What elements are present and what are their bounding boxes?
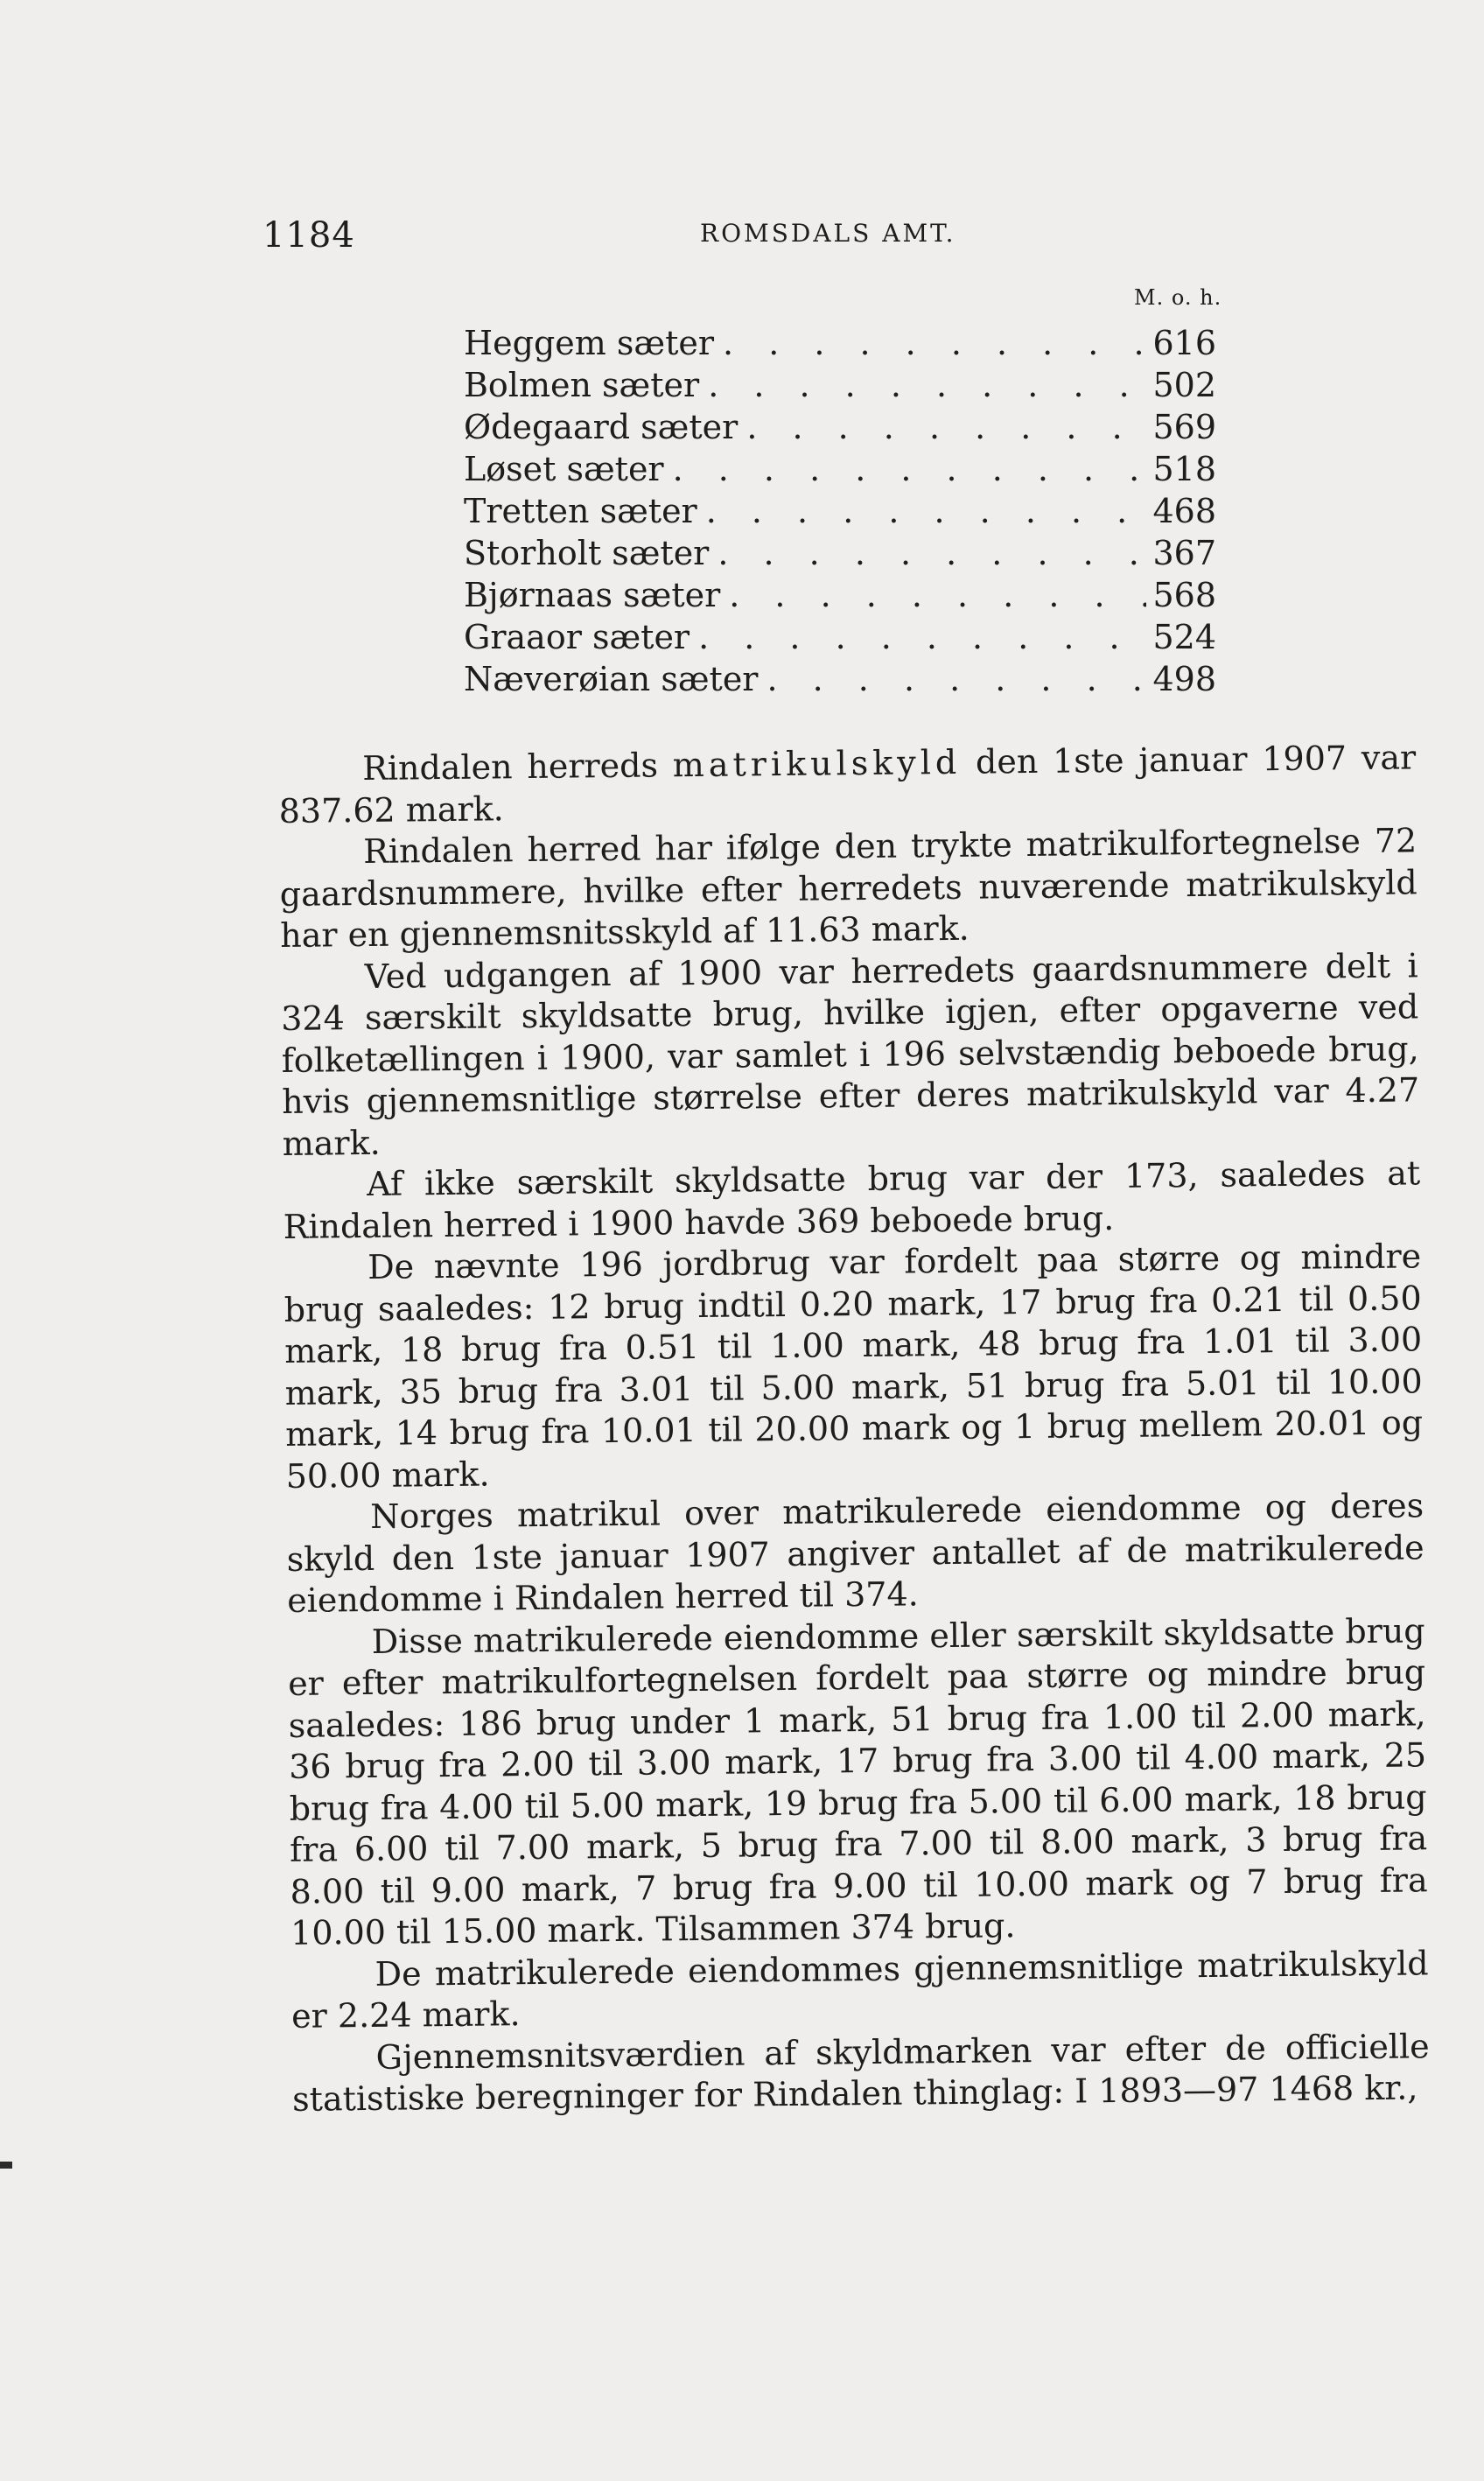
saeter-altitude: 502	[1152, 366, 1216, 404]
saeter-altitude: 616	[1152, 324, 1216, 362]
dot-leader	[738, 408, 1146, 446]
body-text	[278, 737, 1430, 2120]
paragraph-text: den 1ste januar 1907 var 837.62 mark.	[278, 738, 1417, 831]
saeter-altitude: 518	[1152, 450, 1216, 488]
dot-leader	[709, 534, 1146, 572]
table-row	[464, 366, 1216, 408]
paragraph-gjennemsnitlige-skyld: De matrikulerede eiendommes gjennemsnitlige matrikulskyld er 2.24 mark.	[290, 1943, 1429, 2036]
paragraph-matrikulskyld	[278, 737, 1417, 832]
table-row	[464, 534, 1216, 576]
spaced-term: matrikulskyld	[672, 742, 962, 785]
saeter-name: Bjørnaas sæter	[464, 576, 721, 614]
paragraph-udgangen-1900: Ved udgangen af 1900 var herredets gaardsnummere delt i 324 særskilt skyldsatte brug, hvilke igjen, efter opgaverne ved folketællingen i 1900, var samlet i 196 selvstændig beboede brug, hvis gjennemsnitlige størrelse efter deres matrikulskyld var 4.27 mark.	[280, 945, 1420, 1163]
paragraph-text: Rindalen herreds	[362, 746, 674, 788]
table-row	[464, 408, 1216, 450]
saeter-altitude: 524	[1152, 618, 1216, 656]
saeter-name: Tretten sæter	[464, 492, 697, 530]
table-row	[464, 324, 1216, 366]
table-row	[464, 660, 1216, 702]
saeter-name: Heggem sæter	[464, 324, 715, 362]
paragraph-gaardsnummere: Rindalen herred har ifølge den trykte matrikulfortegnelse 72 gaardsnummere, hvilke efter herredets nuværende matrikulskyld har en gjennemsnitsskyld af 11.63 mark.	[279, 821, 1418, 955]
dot-leader	[697, 492, 1146, 530]
table-row	[464, 492, 1216, 534]
scan-edge-mark	[0, 2162, 12, 2169]
paragraph-ikke-skyldsatte: Af ikke særskilt skyldsatte brug var der 173, saaledes at Rindalen herred i 1900 havde 369 beboede brug.	[283, 1153, 1421, 1246]
saeter-altitude: 468	[1152, 492, 1216, 530]
paragraph-norges-matrikul: Norges matrikul over matrikulerede eiendomme og deres skyld den 1ste januar 1907 angiver antallet af de matrikulerede eiendomme i Rindalen herred til 374.	[286, 1486, 1424, 1620]
saeter-name: Bolmen sæter	[464, 366, 700, 404]
dot-leader	[758, 660, 1146, 698]
table-row	[464, 450, 1216, 492]
table-row	[464, 618, 1216, 660]
dot-leader	[699, 366, 1146, 404]
paragraph-eiendomme-fordeling: Disse matrikulerede eiendomme eller særskilt skyldsatte brug er efter matrikulfortegnelsen fordelt paa større og mindre brug saaledes: 186 brug under 1 mark, 51 brug fra 1.00 til 2.00 mark, 36 brug fra 2.00 til 3.00 mark, 17 brug fra 3.00 til 4.00 mark, 25 brug fra 4.00 til 5.00 mark, 19 brug fra 5.00 til 6.00 mark, 18 brug fra 6.00 til 7.00 mark, 5 brug fra 7.00 til 8.00 mark, 3 brug fra 8.00 til 9.00 mark, 7 brug fra 9.00 til 10.00 mark og 7 brug fra 10.00 til 15.00 mark. Tilsammen 374 brug.	[287, 1610, 1428, 1952]
dot-leader	[690, 618, 1146, 656]
saeter-altitude: 498	[1152, 660, 1216, 698]
dot-leader	[714, 324, 1146, 362]
saeter-name: Næverøian sæter	[464, 660, 759, 698]
saeter-altitude-table	[464, 324, 1216, 702]
table-row	[464, 576, 1216, 618]
saeter-name: Ødegaard sæter	[464, 408, 738, 446]
paragraph-jordbrug-fordeling: De nævnte 196 jordbrug var fordelt paa større og mindre brug saaledes: 12 brug indtil 0.20 mark, 17 brug fra 0.21 til 0.50 mark, 18 brug fra 0.51 til 1.00 mark, 48 brug fra 1.01 til 3.00 mark, 35 brug fra 3.01 til 5.00 mark, 51 brug fra 5.01 til 10.00 mark, 14 brug fra 10.01 til 20.00 mark og 1 brug mellem 20.01 og 50.00 mark.	[284, 1237, 1424, 1496]
table-unit-label: M. o. h.	[1134, 285, 1222, 310]
saeter-altitude: 367	[1152, 534, 1216, 572]
dot-leader	[664, 450, 1146, 488]
running-head: ROMSDALS AMT.	[700, 219, 956, 248]
page-number: 1184	[262, 215, 355, 256]
saeter-name: Graaor sæter	[464, 618, 690, 656]
saeter-name: Løset sæter	[464, 450, 664, 488]
paragraph-skyldmarken-vaerdi: Gjennemsnitsværdien af skyldmarken var efter de officielle statistiske beregninger for Rindalen thinglag: I 1893—97 1468 kr.,	[291, 2026, 1430, 2119]
page-header	[262, 215, 1225, 259]
dot-leader	[720, 576, 1146, 614]
saeter-altitude: 569	[1152, 408, 1216, 446]
saeter-altitude: 568	[1152, 576, 1216, 614]
saeter-name: Storholt sæter	[464, 534, 710, 572]
